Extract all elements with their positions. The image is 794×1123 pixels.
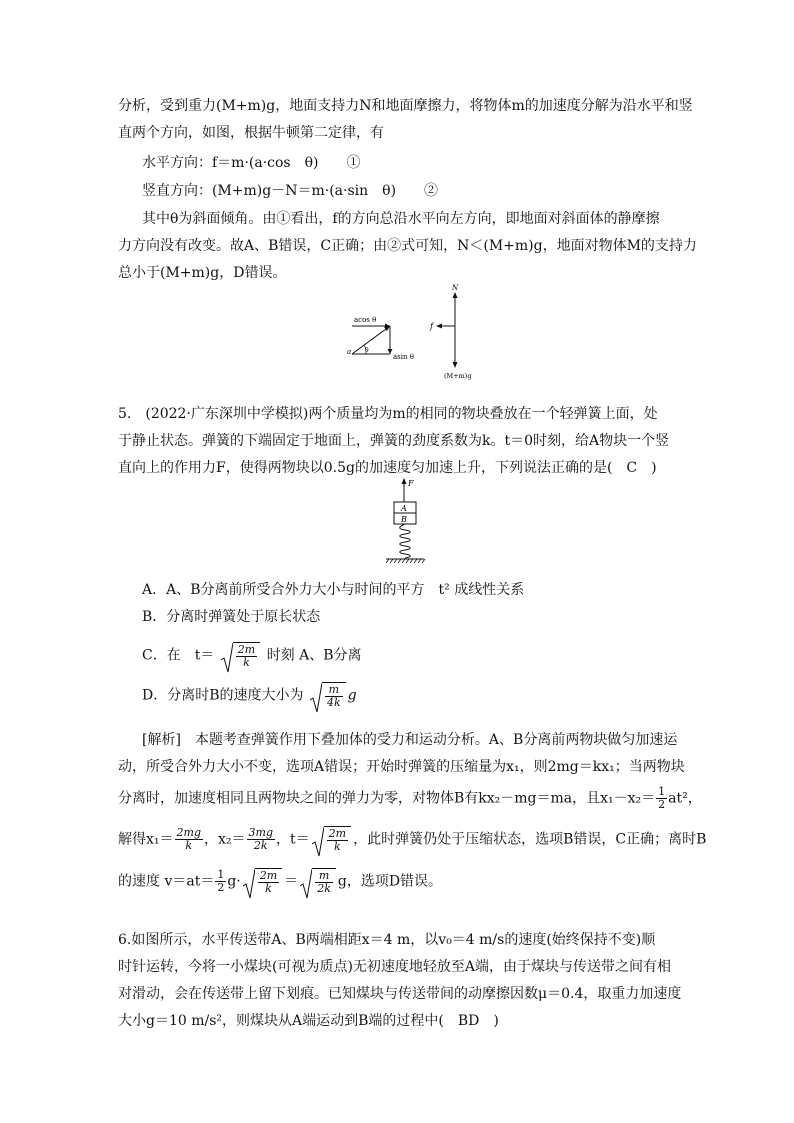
question-6-line: 时针运转，今将一小煤块(可视为质点)无初速度地轻放至A端，由于煤块与传送带之间有相: [118, 959, 672, 975]
spring-blocks-figure: [378, 474, 438, 570]
sqrt-expression: $\frac{m}{2k}$: [300, 868, 336, 895]
label-asin: asin θ: [393, 353, 414, 361]
analysis-line: [解析] 本题考查弹簧作用下叠加体的受力和运动分析。A、B分离前两物块做匀加速运: [142, 732, 678, 748]
text-line: 直两个方向，如图，根据牛顿第二定律，有: [118, 125, 384, 141]
analysis-line: 的速度 v＝at＝ $\frac{1}{2}$ g· $\frac{2m}{k}$ ＝ $\frac{m}{2k}$ g，选项D错误。: [118, 868, 442, 895]
question-5-line: 于静止状态。弹簧的下端固定于地面上，弹簧的劲度系数为k。t＝0时刻，给A物块一个竖: [118, 433, 670, 449]
label-f: f: [430, 322, 433, 331]
label-A: A: [401, 504, 407, 513]
text-line: 力方向没有改变。故A、B错误，C正确；由②式可知，N＜(M+m)g，地面对物体M的支持力: [118, 238, 697, 254]
text-line: 总小于(M+m)g，D错误。: [118, 265, 287, 281]
question-5-line: 5. (2022·广东深圳中学模拟)两个质量均为m的相同的物块叠放在一个轻弹簧上面，处: [118, 406, 658, 422]
question-6-line: 大小g＝10 m/s²，则煤块从A端运动到B端的过程中( BD ): [118, 1013, 499, 1029]
analysis-line: 动，所受合外力大小不变，选项A错误；开始时弹簧的压缩量为x₁，则2mg＝kx₁；当两物块: [118, 759, 685, 775]
label-F: F: [408, 479, 414, 488]
label-acos: acos θ: [354, 316, 377, 324]
label-B: B: [401, 515, 407, 524]
text-line: 其中θ为斜面倾角。由①看出，f的方向总沿水平向左方向，即地面对斜面体的静摩擦: [142, 211, 660, 227]
option-A: A．A、B分离前所受合外力大小与时间的平方 t² 成线性关系: [142, 582, 525, 598]
question-6-line: 6.如图所示，水平传送带A、B两端相距x＝4 m，以v₀＝4 m/s的速度(始终保持不变)顺: [118, 932, 656, 948]
sqrt-expression: $\frac{m}{4k}$: [310, 682, 346, 709]
force-diagram-figure: [340, 282, 500, 382]
question-6-line: 对滑动，会在传送带上留下划痕。已知煤块与传送带间的动摩擦因数μ＝0.4，取重力加速度: [118, 986, 682, 1002]
analysis-line: 解得x₁＝ $\frac{2mg}{k}$ ，x₂＝ $\frac{3mg}{2k}$ ，t＝ $\frac{2m}{k}$ ，此时弹簧仍处于压缩状态，选项B错误，C正确；离时B: [118, 826, 706, 853]
equation-1: 水平方向：f＝m·(a·cos θ) ①: [142, 155, 361, 171]
sqrt-expression: $\frac{2m}{k}$: [221, 642, 260, 669]
option-D: D．分离时B的速度大小为 $\frac{m}{4k}$ g: [142, 682, 357, 709]
label-theta: θ: [365, 347, 369, 354]
option-B: B．分离时弹簧处于原长状态: [142, 609, 321, 625]
equation-2: 竖直方向：(M+m)g－N＝m·(a·sin θ) ②: [142, 183, 439, 199]
analysis-line: 分离时，加速度相同且两物块之间的弹力为零，对物体B有kx₂－mg＝ma，且x₁－x₂＝ $\frac{1}{2}$ at²，: [118, 785, 702, 811]
option-C: C．在 t＝ $\frac{2m}{k}$ 时刻 A、B分离: [142, 642, 362, 669]
label-a: a: [347, 348, 352, 356]
text-line: 分析，受到重力(M+m)g，地面支持力N和地面摩擦力，将物体m的加速度分解为沿水平和竖: [118, 98, 693, 114]
label-Mmg: (M+m)g: [444, 372, 472, 380]
label-N: N: [452, 284, 459, 292]
sqrt-expression: $\frac{2m}{k}$: [312, 826, 351, 853]
sqrt-expression: $\frac{2m}{k}$: [243, 868, 282, 895]
question-5-line: 直向上的作用力F，使得两物块以0.5g的加速度匀加速上升，下列说法正确的是( C ): [118, 460, 657, 476]
